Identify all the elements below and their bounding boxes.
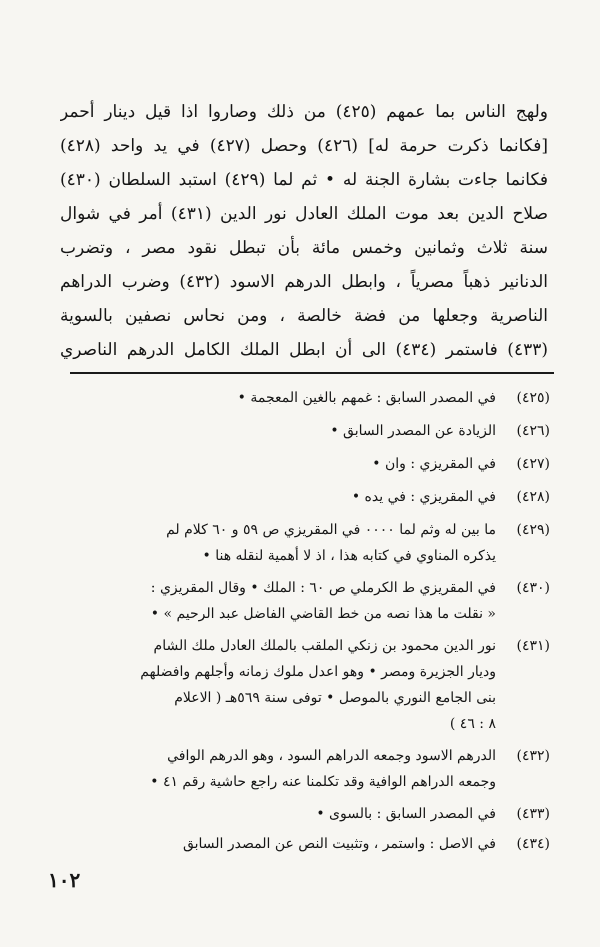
- footnote-divider: [70, 372, 554, 374]
- footnote-text: [64, 484, 496, 510]
- footnote-line: نور الدين محمود بن زنكي الملقب بالملك العادل ملك الشام: [153, 638, 496, 654]
- footnote-text: [64, 743, 496, 795]
- footnote: [64, 418, 550, 444]
- footnote-text: [64, 801, 496, 827]
- footnote-number: (٤٣٠): [516, 580, 550, 596]
- footnote-text: [64, 418, 496, 444]
- main-text: [60, 95, 548, 367]
- main-text-line: سنة ثلاث وثمانين وخمس مائة بأن تبطل نقود مصر ، وتضرب: [60, 238, 548, 258]
- footnote-line: في المقريزي : وان •: [372, 456, 496, 472]
- footnote-line: في المصدر السابق : بالسوى •: [316, 806, 496, 822]
- footnote-line: في المقريزي ط الكرملي ص ٦٠ : الملك • وقال المقريزي :: [150, 580, 496, 596]
- footnote: [64, 484, 550, 510]
- footnote-text: [64, 575, 496, 627]
- footnote: [64, 385, 550, 411]
- footnote-line: الزيادة عن المصدر السابق •: [330, 423, 496, 439]
- footnote-number: (٤٢٧): [516, 456, 550, 472]
- footnotes: [64, 385, 550, 857]
- footnote-number: (٤٣٢): [516, 748, 550, 764]
- footnote: [64, 831, 550, 857]
- footnote-line: وديار الجزيرة ومصر • وهو اعدل ملوك زمانه وأجلهم وافضلهم: [140, 664, 496, 680]
- main-text-line: [فكانما ذكرت حرمة له] (٤٢٦) وحصل (٤٢٧) في يد واحد (٤٢٨): [60, 136, 548, 156]
- footnote-number: (٤٢٩): [516, 522, 550, 538]
- footnote-number: (٤٢٥): [516, 390, 550, 406]
- footnote: [64, 517, 550, 569]
- footnote-line: الدرهم الاسود وجمعه الدراهم السود ، وهو الدرهم الوافي: [167, 748, 496, 764]
- footnote: [64, 575, 550, 627]
- footnote-line: ٨ : ٤٦ ): [449, 716, 496, 732]
- footnote-text: [64, 385, 496, 411]
- page-number: ١٠٢: [48, 868, 81, 892]
- main-text-line: ولهج الناس بما عمهم (٤٢٥) من ذلك وصاروا اذا قيل دينار أحمر: [60, 102, 548, 122]
- footnote-line: في الاصل : واستمر ، وتثبيت النص عن المصدر السابق: [182, 836, 496, 852]
- footnote-line: « نقلت ما هذا نصه من خط القاضي الفاضل عبد الرحيم » •: [150, 606, 496, 622]
- footnote-line: يذكره المناوي في كتابه هذا ، اذ لا أهمية لنقله هنا •: [202, 548, 496, 564]
- footnote-line: في المصدر السابق : غمهم بالغين المعجمة •: [237, 390, 496, 406]
- footnote-line: بنى الجامع النوري بالموصل • توفى سنة ٥٦٩هـ ( الاعلام: [174, 690, 496, 706]
- footnote-number: (٤٣٣): [516, 806, 550, 822]
- main-text-line: الدنانير ذهباً مصرياً ، وابطل الدرهم الاسود (٤٣٢) وضرب الدراهم: [60, 272, 548, 292]
- footnote: [64, 451, 550, 477]
- footnote-text: [64, 831, 496, 857]
- footnote: [64, 633, 550, 737]
- footnote: [64, 743, 550, 795]
- footnote-text: [64, 451, 496, 477]
- footnote-text: [64, 517, 496, 569]
- footnote-number: (٤٢٨): [516, 489, 550, 505]
- footnote-text: [64, 633, 496, 737]
- footnote-line: ما بين له وثم لما ٠٠٠٠ في المقريزي ص ٥٩ و ٦٠ كلام لم: [166, 522, 496, 538]
- footnote-line: وجمعه الدراهم الوافية وقد تكلمنا عنه راجع حاشية رقم ٤١ •: [150, 774, 496, 790]
- main-text-line: فكانما جاءت بشارة الجنة له • ثم لما (٤٢٩) استبد السلطان (٤٣٠): [60, 170, 548, 190]
- footnote-number: (٤٢٦): [516, 423, 550, 439]
- footnote-number: (٤٣١): [516, 638, 550, 654]
- footnote-line: في المقريزي : في يده •: [351, 489, 496, 505]
- main-text-line: الناصرية وجعلها من فضة خالصة ، ومن نحاس نصفين بالسوية: [60, 306, 548, 326]
- main-text-line: صلاح الدين بعد موت الملك العادل نور الدين (٤٣١) أمر في شوال: [60, 204, 548, 224]
- footnote-number: (٤٣٤): [516, 836, 550, 852]
- main-text-line: (٤٣٣) فاستمر (٤٣٤) الى أن ابطل الملك الكامل الدرهم الناصري: [60, 340, 548, 360]
- footnote: [64, 801, 550, 827]
